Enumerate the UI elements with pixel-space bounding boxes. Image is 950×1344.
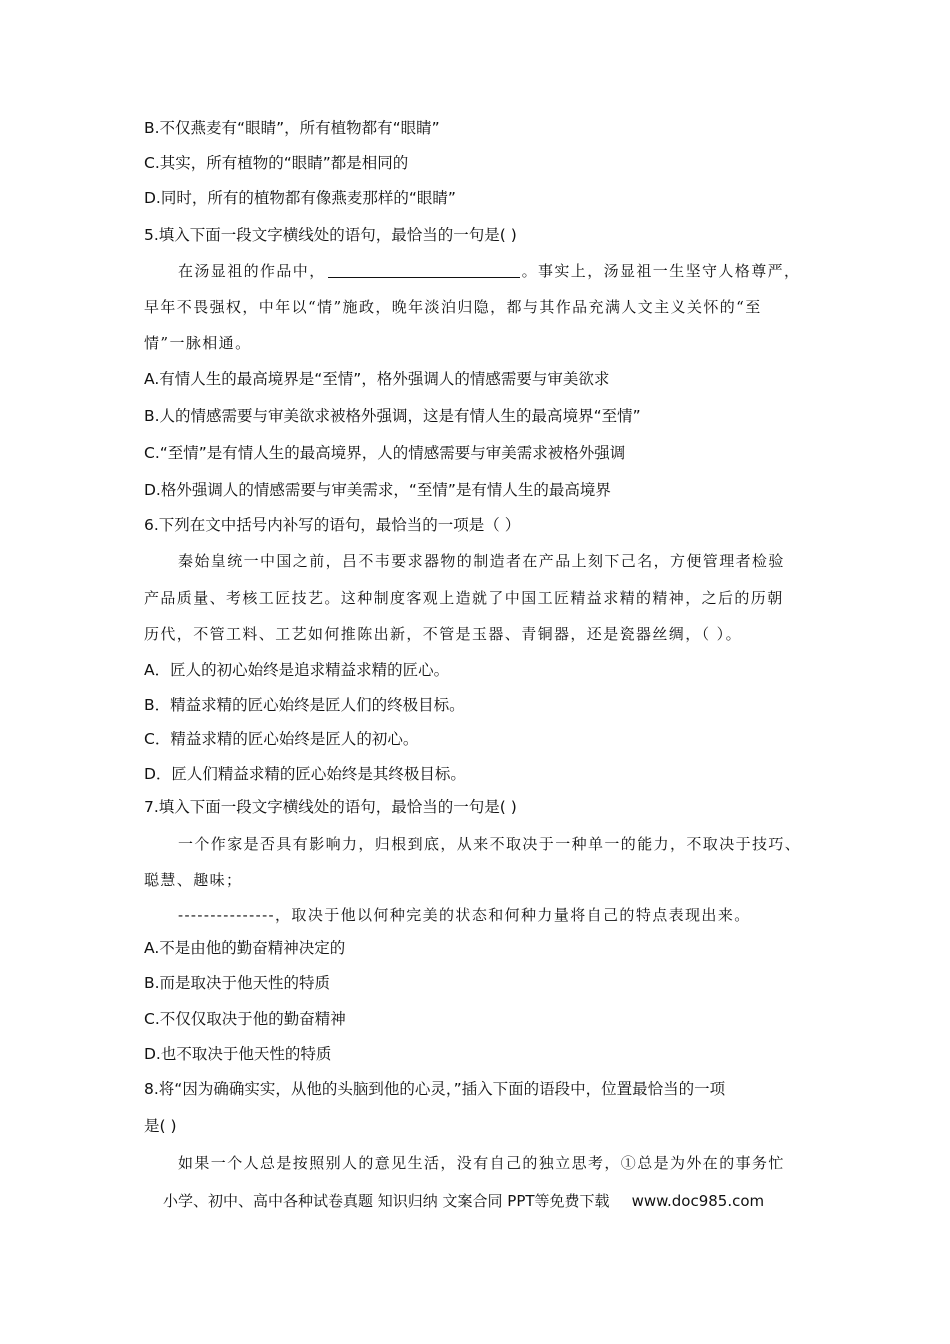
footer-text: 小学、初中、高中各种试卷真题 知识归纳 文案合同 PPT等免费下载 bbox=[163, 1192, 610, 1210]
q6-passage-line-2: 产品质量、考核工匠技艺。这种制度客观上造就了中国工匠精益求精的精神，之后的历朝 bbox=[144, 589, 784, 607]
q7-stem: 7.填入下面一段文字横线处的语句，最恰当的一句是( ) bbox=[144, 798, 517, 816]
q8-passage-line-1: 如果一个人总是按照别人的意见生活，没有自己的独立思考，①总是为外在的事务忙 bbox=[178, 1154, 785, 1172]
q7-option-c: C.不仅仅取决于他的勤奋精神 bbox=[144, 1010, 346, 1028]
answer-blank bbox=[328, 261, 520, 278]
q6-option-a: A．匠人的初心始终是追求精益求精的匠心。 bbox=[144, 661, 450, 679]
q4-option-c: C.其实，所有植物的“眼睛”都是相同的 bbox=[144, 154, 409, 172]
q7-passage-line-1: 一个作家是否具有影响力，归根到底，从来不取决于一种单一的能力，不取决于技巧、 bbox=[178, 835, 802, 853]
q6-passage-line-3: 历代，不管工料、工艺如何推陈出新，不管是玉器、青铜器，还是瓷器丝绸，（ ）。 bbox=[144, 625, 742, 643]
q5-option-c: C.“至情”是有情人生的最高境界，人的情感需要与审美需求被格外强调 bbox=[144, 444, 626, 462]
q4-option-d: D.同时，所有的植物都有像燕麦那样的“眼睛” bbox=[144, 189, 456, 207]
q4-option-b: B.不仅燕麦有“眼睛”，所有植物都有“眼睛” bbox=[144, 119, 440, 137]
q5-stem: 5.填入下面一段文字横线处的语句，最恰当的一句是( ) bbox=[144, 226, 517, 244]
q7-passage-line-3: ---------------，取决于他以何种完美的状态和何种力量将自己的特点表现出来。 bbox=[178, 906, 751, 924]
q7-passage-line-2: 聪慧、趣味； bbox=[144, 871, 243, 889]
q5-passage-line-1-a: 在汤显祖的作品中， bbox=[178, 262, 326, 280]
q8-stem-line-1: 8.将“因为确确实实，从他的头脑到他的心灵，”插入下面的语段中，位置最恰当的一项 bbox=[144, 1080, 726, 1098]
q5-option-b: B.人的情感需要与审美欲求被格外强调，这是有情人生的最高境界“至情” bbox=[144, 407, 641, 425]
q5-option-d: D.格外强调人的情感需要与审美需求，“至情”是有情人生的最高境界 bbox=[144, 481, 611, 499]
q5-passage-line-1 bbox=[178, 260, 800, 282]
q6-option-b: B．精益求精的匠心始终是匠人们的终极目标。 bbox=[144, 696, 465, 714]
q7-option-d: D.也不取决于他天性的特质 bbox=[144, 1045, 332, 1063]
q7-option-b: B.而是取决于他天性的特质 bbox=[144, 974, 331, 992]
q5-passage-line-2: 早年不畏强权，中年以“情”施政，晚年淡泊归隐，都与其作品充满人文主义关怀的“至 bbox=[144, 298, 762, 316]
q6-passage-line-1: 秦始皇统一中国之前，吕不韦要求器物的制造者在产品上刻下己名，方便管理者检验 bbox=[178, 552, 785, 570]
q5-option-a: A.有情人生的最高境界是“至情”，格外强调人的情感需要与审美欲求 bbox=[144, 370, 610, 388]
q8-stem-line-2: 是( ) bbox=[144, 1117, 177, 1135]
q6-option-c: C．精益求精的匠心始终是匠人的初心。 bbox=[144, 730, 419, 748]
q5-passage-line-3: 情”一脉相通。 bbox=[144, 334, 252, 352]
q7-option-a: A.不是由他的勤奋精神决定的 bbox=[144, 939, 346, 957]
footer bbox=[163, 1190, 764, 1211]
q6-stem: 6.下列在文中括号内补写的语句，最恰当的一项是（ ） bbox=[144, 516, 521, 534]
q6-option-d: D．匠人们精益求精的匠心始终是其终极目标。 bbox=[144, 765, 466, 783]
footer-site-link[interactable]: www.doc985.com bbox=[631, 1192, 765, 1210]
q5-passage-line-1-b: 。事实上，汤显祖一生坚守人格尊严， bbox=[521, 262, 801, 280]
